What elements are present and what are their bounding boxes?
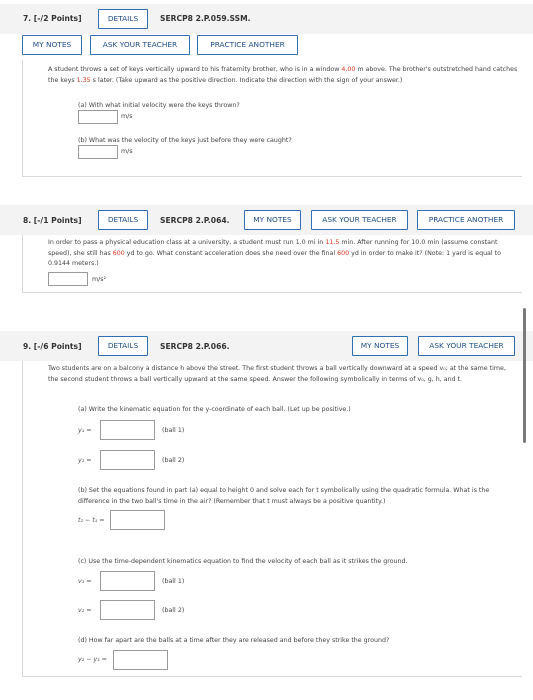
q8-my-notes-button[interactable]: MY NOTES [244, 210, 301, 230]
q9-t-diff-label: t₂ − t₁ = [78, 517, 105, 524]
q8-yd-value-2: 600 [337, 249, 350, 257]
q9-ball1-label-c: (ball 1) [162, 578, 185, 585]
q7-practice-button[interactable]: PRACTICE ANOTHER [197, 35, 298, 55]
q9-title: 9. [-/6 Points] [23, 342, 82, 351]
q9-part-a-prompt: (a) Write the kinematic equation for the y-coordinate of each ball. (Let up be positive.) [78, 406, 351, 413]
q9-part-c-prompt: (c) Use the time-dependent kinematics equation to find the velocity of each ball as it strikes the ground. [78, 558, 408, 565]
page-scrollbar[interactable] [523, 308, 526, 443]
q8-min-value: 11.5 [325, 239, 340, 246]
q9-y2-input[interactable] [100, 450, 155, 470]
q9-problem-text: Two students are on a balcony a distance h above the street. The first student throws a ball vertically downward at a speed v₀; at the same time, the second student throws a ball vertically upward at the same speed. Answer the following symbolically in terms of v₀, g, h, and t. [48, 365, 506, 383]
q9-v2-input[interactable] [100, 600, 155, 620]
q9-part-b-prompt: (b) Set the equations found in part (a) equal to height 0 and solve each for t symbolically using the quadratic formula. What is the difference in the two ball's time in the air? (Remember that t must always be a positive quantity.) [78, 487, 490, 505]
q7-title: 7. [-/2 Points] [23, 14, 82, 23]
q7-height-value: 4.00 [341, 66, 356, 73]
q7-part-b-input[interactable] [78, 145, 118, 159]
q8-ask-teacher-button[interactable]: ASK YOUR TEACHER [311, 210, 408, 230]
q9-ask-teacher-button[interactable]: ASK YOUR TEACHER [418, 336, 515, 356]
q7-part-b-unit: m/s [121, 148, 133, 155]
q9-v1-label: v₁ = [78, 578, 92, 585]
q7-part-a-input[interactable] [78, 110, 118, 124]
q7-problem-text: A student throws a set of keys vertically upward to his fraternity brother, who is in a window 4.00 m above. The brother's outstretched hand catches the keys 1.35 s later. (Take upward as the positive direction. Indicate the direction with the sign of your answer.) [48, 66, 518, 84]
q7-part-b-prompt: (b) What was the velocity of the keys just before they were caught? [78, 137, 292, 144]
q9-my-notes-button[interactable]: MY NOTES [352, 336, 408, 356]
q7-code: SERCP8 2.P.059.SSM. [160, 14, 251, 23]
q8-problem-text: In order to pass a physical education class at a university, a student must run 1.0 mi in 11.5 min. After running for 10.0 min (assume constant speed), she still has 600 yd to go. What constant acceleration does she need over the final 600 yd in order to make it? (Note: 1 yard is equal to 0.9144 meters.) [48, 239, 501, 268]
q8-code: SERCP8 2.P.064. [160, 216, 230, 225]
q9-ball1-label-a: (ball 1) [162, 427, 185, 434]
q9-y1-input[interactable] [100, 420, 155, 440]
q7-part-a-prompt: (a) With what initial velocity were the keys thrown? [78, 102, 240, 109]
q8-unit: m/s² [92, 276, 107, 283]
q9-v1-input[interactable] [100, 571, 155, 591]
q7-time-value: 1.35 [76, 76, 91, 84]
q9-t-diff-input[interactable] [110, 510, 165, 530]
q9-y1-label: y₁ = [78, 427, 92, 434]
q8-practice-button[interactable]: PRACTICE ANOTHER [417, 210, 515, 230]
q9-y-diff-input[interactable] [113, 650, 168, 670]
q9-ball2-label-a: (ball 2) [162, 457, 185, 464]
q9-code: SERCP8 2.P.066. [160, 342, 230, 351]
q9-y2-label: y₂ = [78, 457, 92, 464]
q9-details-button[interactable]: DETAILS [98, 336, 148, 356]
q9-v2-label: v₂ = [78, 607, 92, 614]
q9-part-d-prompt: (d) How far apart are the balls at a time after they are released and before they strike the ground? [78, 637, 390, 644]
q7-my-notes-button[interactable]: MY NOTES [22, 35, 82, 55]
q7-details-button[interactable]: DETAILS [98, 9, 148, 29]
q7-part-a-unit: m/s [121, 113, 133, 120]
q8-title: 8. [-/1 Points] [23, 216, 82, 225]
q8-answer-input[interactable] [48, 272, 88, 286]
q7-ask-teacher-button[interactable]: ASK YOUR TEACHER [90, 35, 190, 55]
q9-ball2-label-c: (ball 2) [162, 607, 185, 614]
q9-y-diff-label: y₂ − y₁ = [78, 656, 108, 663]
q8-details-button[interactable]: DETAILS [98, 210, 148, 230]
q8-yd-value-1: 600 [112, 249, 125, 257]
